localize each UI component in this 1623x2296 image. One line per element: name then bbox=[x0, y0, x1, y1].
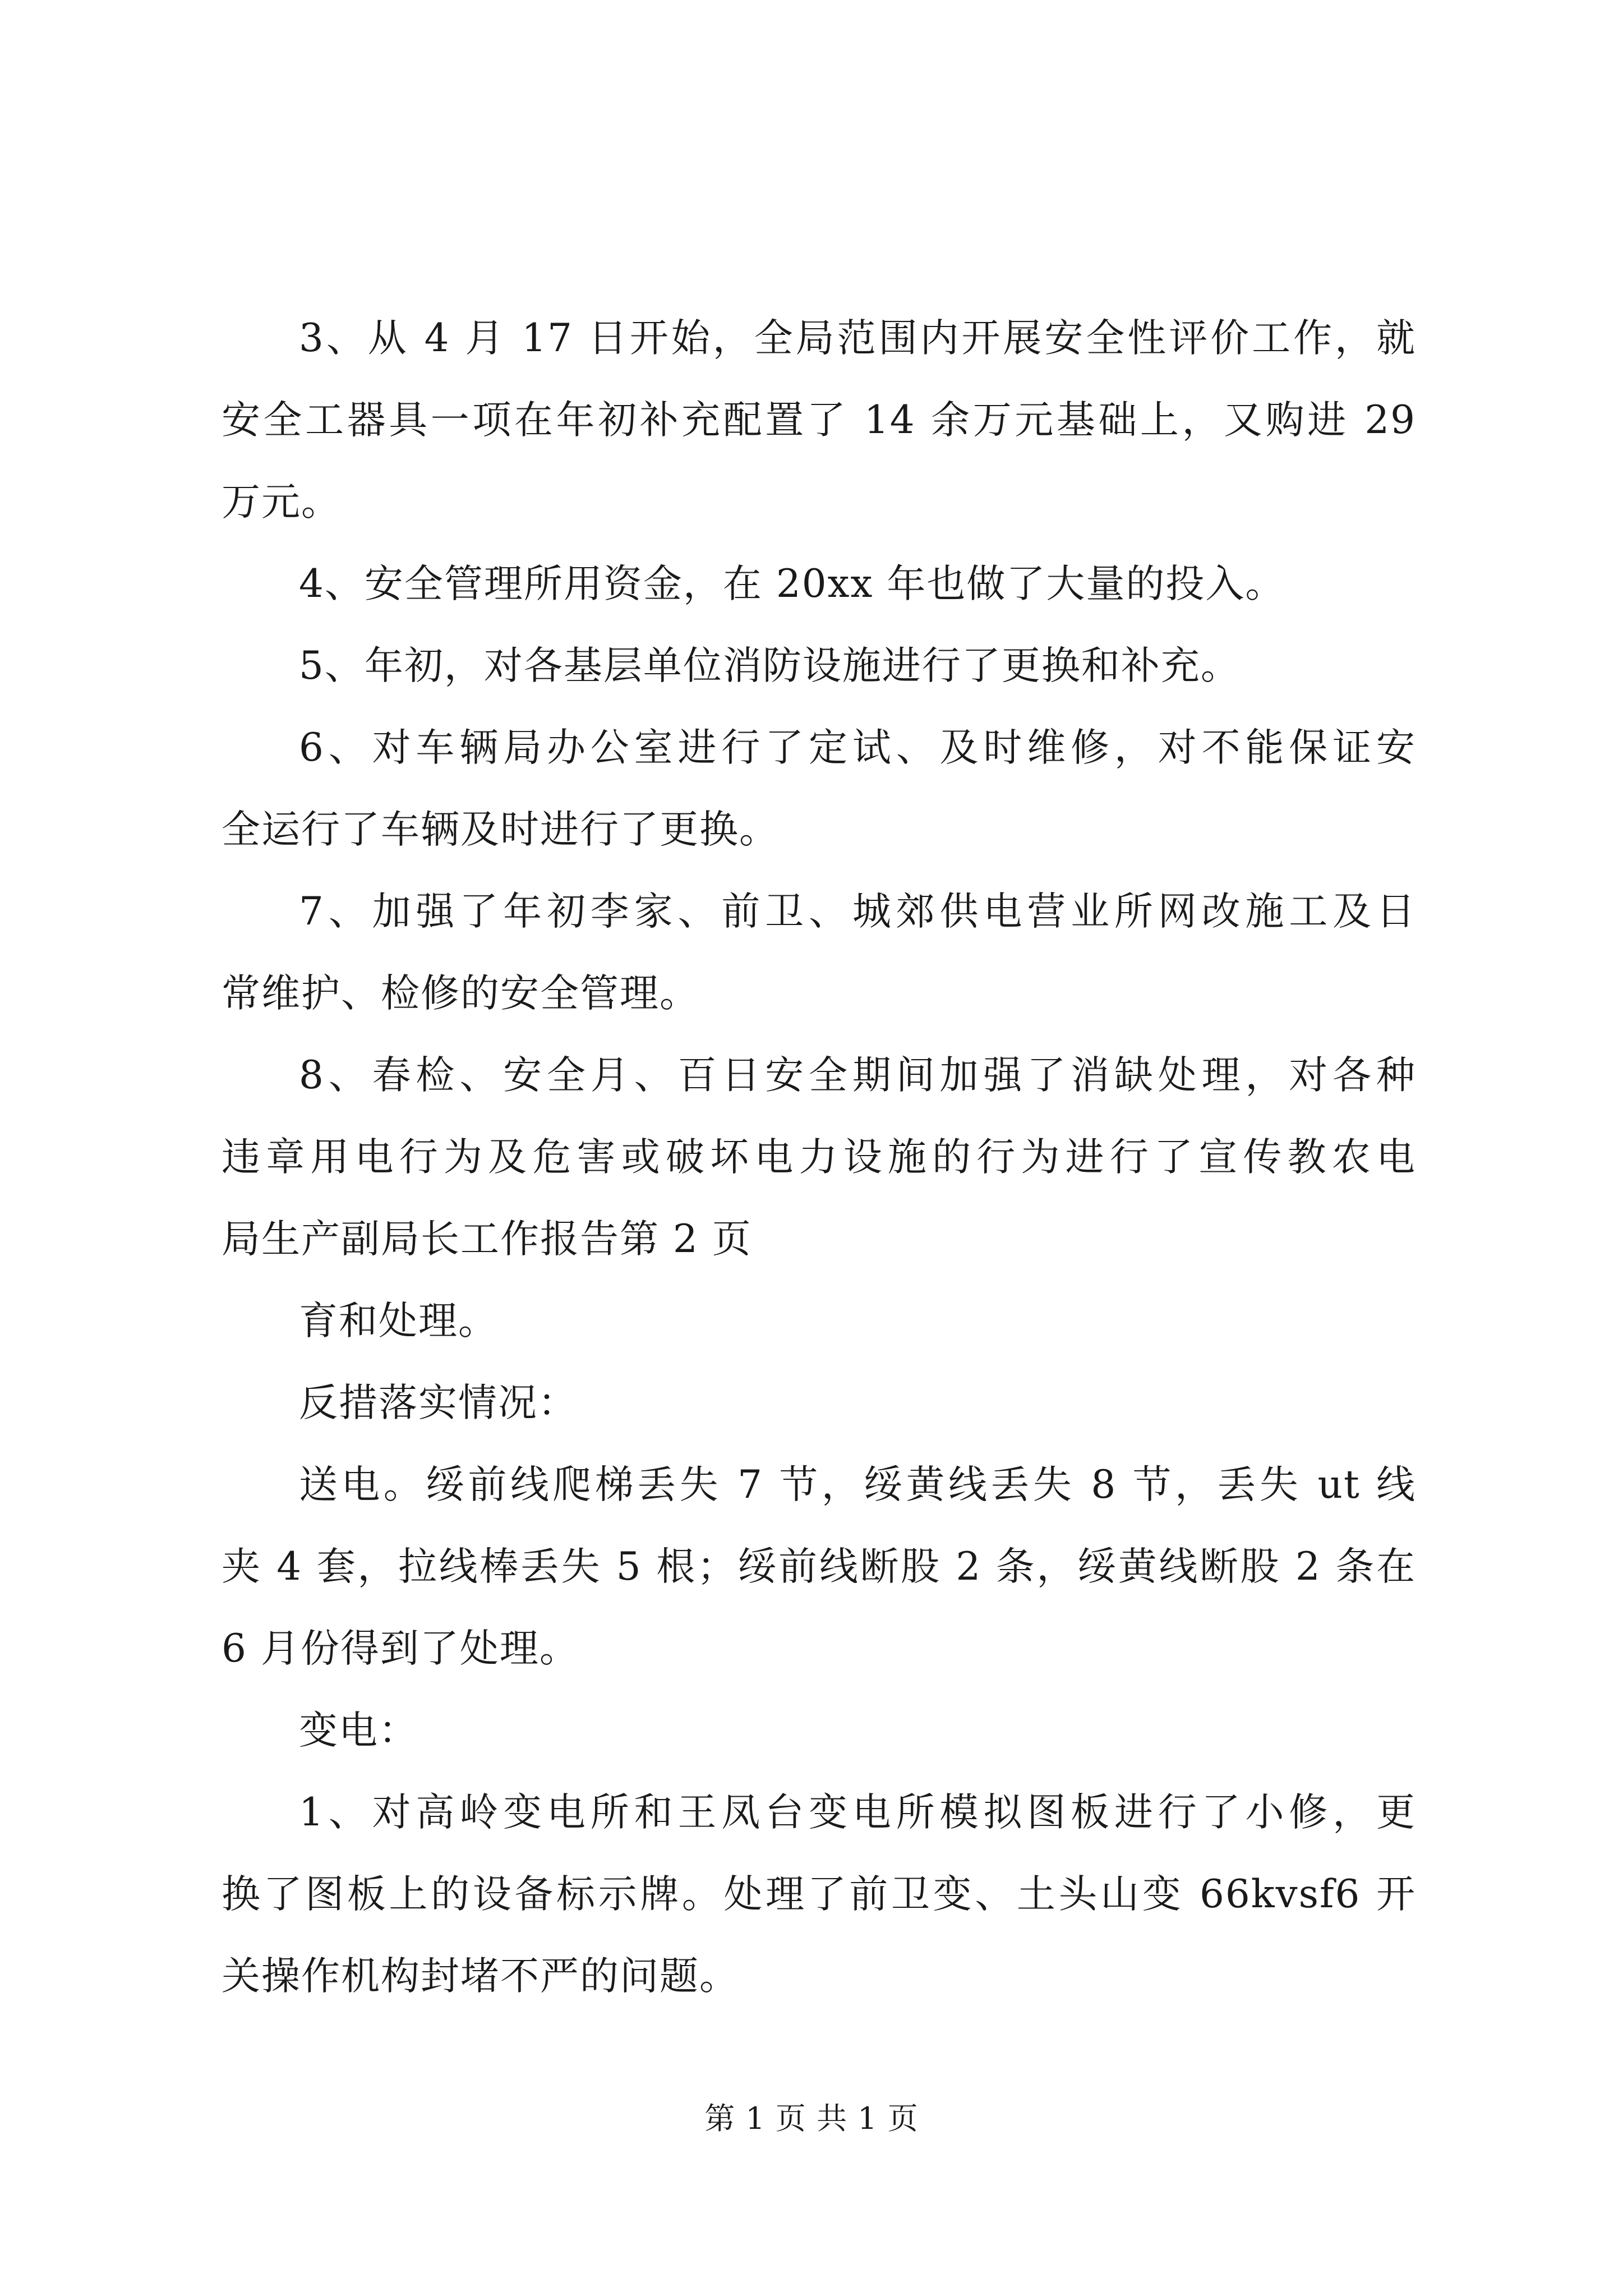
paragraph-line: 万元。 bbox=[222, 480, 341, 524]
paragraph-line: 关操作机构封堵不严的问题。 bbox=[222, 1954, 739, 1999]
page-footer: 第 1 页 共 1 页 bbox=[704, 2101, 919, 2136]
paragraph-line: 6 月份得到了处理。 bbox=[222, 1626, 579, 1671]
paragraph-line: 1、对高岭变电所和王凤台变电所模拟图板进行了小修，更 bbox=[299, 1790, 1416, 1835]
paragraph-line: 送电。绥前线爬梯丢失 7 节，绥黄线丢失 8 节，丢失 ut 线 bbox=[299, 1462, 1416, 1507]
paragraph-line: 换了图板上的设备标示牌。处理了前卫变、土头山变 66kvsf6 开 bbox=[222, 1872, 1416, 1917]
paragraph-line: 6、对车辆局办公室进行了定试、及时维修，对不能保证安 bbox=[299, 725, 1416, 770]
paragraph-line: 局生产副局长工作报告第 2 页 bbox=[222, 1217, 752, 1262]
paragraph-line: 7、加强了年初李家、前卫、城郊供电营业所网改施工及日 bbox=[299, 889, 1416, 934]
paragraph-line: 夹 4 套，拉线棒丢失 5 根；绥前线断股 2 条，绥黄线断股 2 条在 bbox=[222, 1544, 1416, 1589]
paragraph-line: 3、从 4 月 17 日开始，全局范围内开展安全性评价工作，就 bbox=[299, 316, 1416, 361]
paragraph-line: 5、年初，对各基层单位消防设施进行了更换和补充。 bbox=[299, 643, 1241, 688]
paragraph-line: 育和处理。 bbox=[299, 1299, 498, 1343]
document-body bbox=[222, 297, 1416, 2017]
paragraph-line: 反措落实情况： bbox=[299, 1381, 578, 1425]
paragraph-line: 4、安全管理所用资金，在 20xx 年也做了大量的投入。 bbox=[299, 562, 1285, 606]
paragraph-line: 安全工器具一项在年初补充配置了 14 余万元基础上，又购进 29 bbox=[222, 398, 1416, 443]
paragraph-line: 全运行了车辆及时进行了更换。 bbox=[222, 807, 779, 852]
paragraph-line: 8、春检、安全月、百日安全期间加强了消缺处理，对各种 bbox=[299, 1053, 1416, 1098]
paragraph-line: 常维护、检修的安全管理。 bbox=[222, 971, 699, 1016]
paragraph-line: 违章用电行为及危害或破坏电力设施的行为进行了宣传教农电 bbox=[222, 1135, 1416, 1180]
paragraph-line: 变电： bbox=[299, 1708, 418, 1753]
